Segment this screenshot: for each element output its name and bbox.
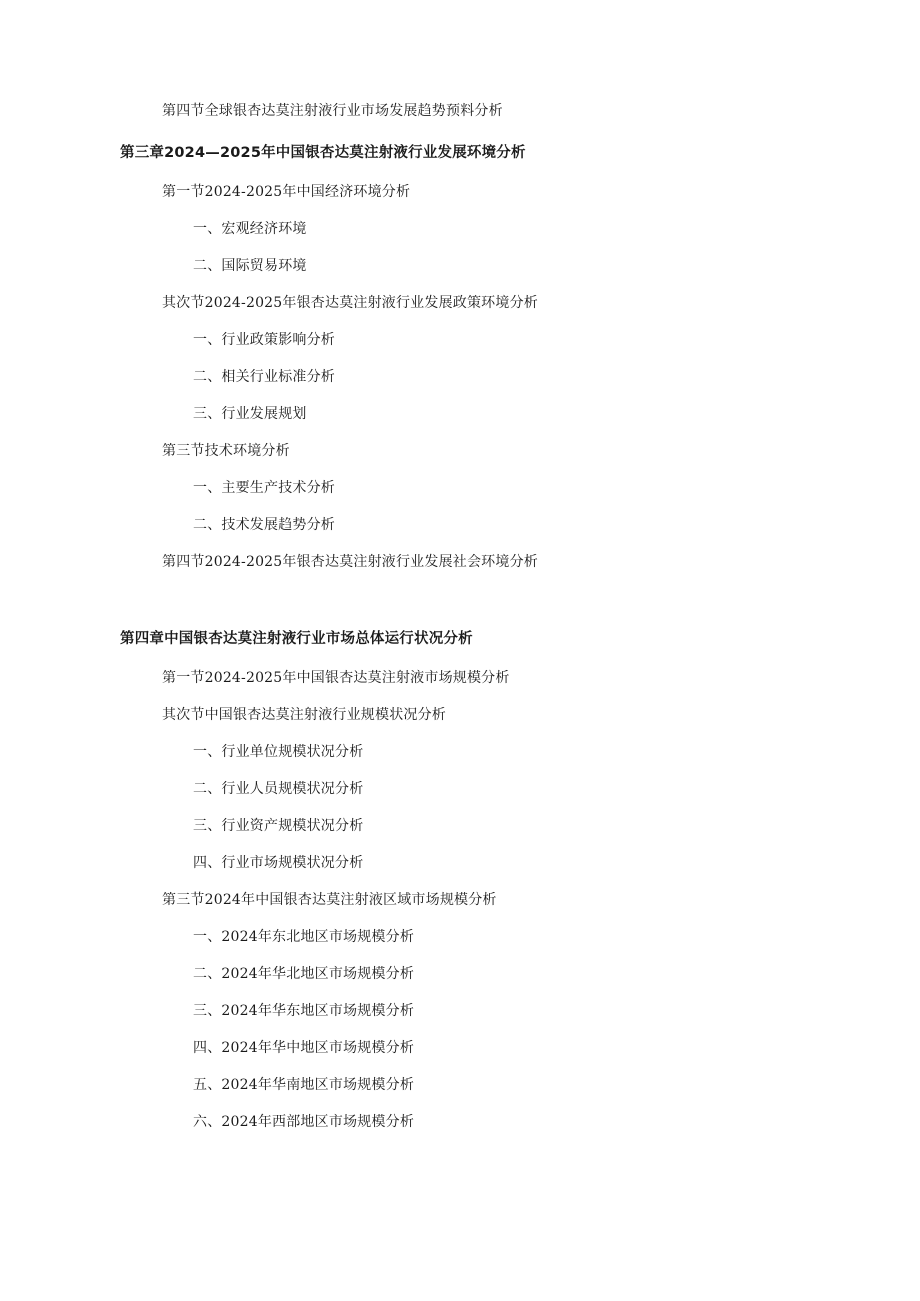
toc-item-line: 二、行业人员规模状况分析	[193, 781, 364, 797]
toc-item-line: 一、主要生产技术分析	[193, 480, 335, 496]
toc-chapter-heading: 第四章中国银杏达莫注射液行业市场总体运行状况分析	[120, 631, 473, 647]
toc-section-line: 第一节2024-2025年中国银杏达莫注射液市场规模分析	[162, 670, 510, 686]
toc-chapter-heading: 第三章2024—2025年中国银杏达莫注射液行业发展环境分析	[120, 145, 526, 161]
toc-item-line: 三、行业发展规划	[193, 406, 307, 422]
toc-item-line: 一、2024年东北地区市场规模分析	[193, 929, 415, 945]
toc-item-line: 二、相关行业标准分析	[193, 369, 335, 385]
toc-section-line: 第三节2024年中国银杏达莫注射液区域市场规模分析	[162, 892, 497, 908]
toc-section-line: 第一节2024-2025年中国经济环境分析	[162, 184, 411, 200]
toc-item-line: 三、2024年华东地区市场规模分析	[193, 1003, 415, 1019]
toc-section-line: 第四节全球银杏达莫注射液行业市场发展趋势预料分析	[162, 103, 503, 119]
toc-section-line: 第三节技术环境分析	[162, 443, 290, 459]
toc-item-line: 二、2024年华北地区市场规模分析	[193, 966, 415, 982]
toc-item-line: 四、行业市场规模状况分析	[193, 855, 364, 871]
toc-item-line: 五、2024年华南地区市场规模分析	[193, 1077, 415, 1093]
toc-item-line: 二、技术发展趋势分析	[193, 517, 335, 533]
toc-item-line: 二、国际贸易环境	[193, 258, 307, 274]
toc-item-line: 一、行业政策影响分析	[193, 332, 335, 348]
toc-section-line: 第四节2024-2025年银杏达莫注射液行业发展社会环境分析	[162, 554, 538, 570]
toc-item-line: 四、2024年华中地区市场规模分析	[193, 1040, 415, 1056]
toc-section-line: 其次节2024-2025年银杏达莫注射液行业发展政策环境分析	[162, 295, 538, 311]
toc-item-line: 一、行业单位规模状况分析	[193, 744, 364, 760]
toc-section-line: 其次节中国银杏达莫注射液行业规模状况分析	[162, 707, 446, 723]
toc-item-line: 一、宏观经济环境	[193, 221, 307, 237]
toc-item-line: 六、2024年西部地区市场规模分析	[193, 1114, 415, 1130]
toc-item-line: 三、行业资产规模状况分析	[193, 818, 364, 834]
